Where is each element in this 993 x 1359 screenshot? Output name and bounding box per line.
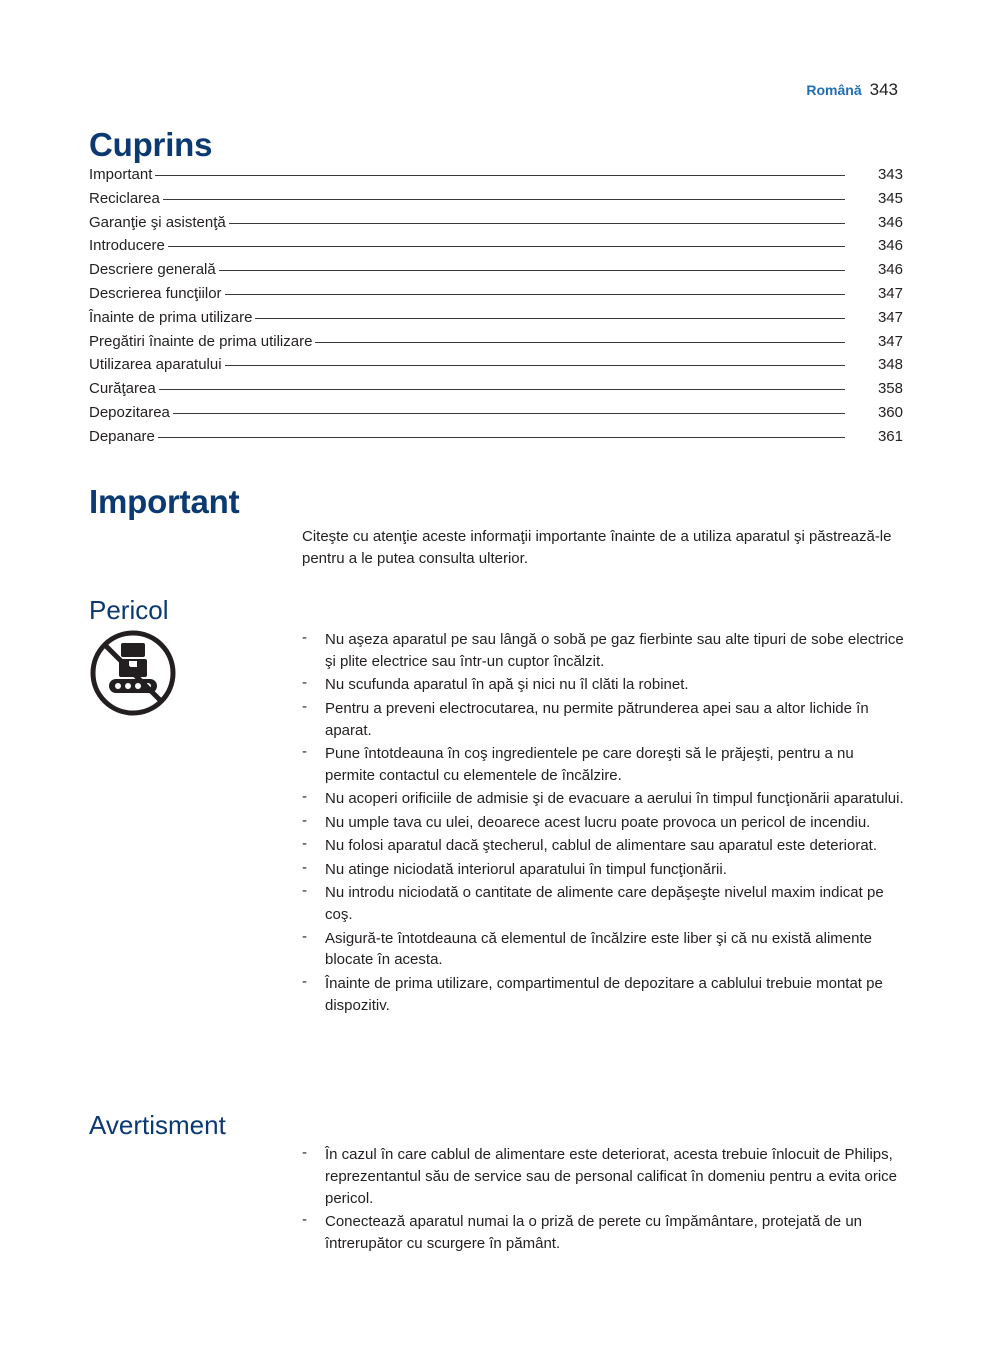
list-dash-marker: - bbox=[302, 811, 307, 829]
list-item-text: Nu scufunda aparatul în apă şi nici nu îl clăti la robinet. bbox=[325, 676, 689, 694]
toc-entry-title: Depozitarea bbox=[89, 403, 170, 421]
toc-entry-title: Reciclarea bbox=[89, 189, 160, 207]
toc-entry bbox=[89, 190, 903, 214]
toc-entry bbox=[89, 166, 903, 190]
list-dash-marker: - bbox=[302, 858, 307, 876]
toc-entry-page: 346 bbox=[877, 237, 903, 255]
toc-leader-line bbox=[255, 318, 845, 319]
toc-leader-line bbox=[219, 270, 845, 271]
toc-entry bbox=[89, 380, 903, 404]
toc-entry bbox=[89, 214, 903, 238]
list-item-text: Conectează aparatul numai la o priză de perete cu împământare, protejată de un întrerupător cu scurgere în pământ. bbox=[325, 1213, 862, 1252]
list-item bbox=[302, 812, 905, 834]
toc-leader-line bbox=[173, 413, 845, 414]
no-submerge-appliance-icon bbox=[89, 629, 177, 717]
list-dash-marker: - bbox=[302, 697, 307, 715]
toc-leader-line bbox=[159, 389, 845, 390]
page-header bbox=[806, 80, 898, 100]
list-item bbox=[302, 674, 905, 696]
avertisment-list bbox=[302, 1144, 905, 1256]
list-dash-marker: - bbox=[302, 788, 307, 806]
toc-leader-line bbox=[155, 175, 845, 176]
toc-entry-page: 360 bbox=[877, 403, 903, 421]
toc-entry-title: Utilizarea aparatului bbox=[89, 356, 222, 374]
toc-entry-title: Înainte de prima utilizare bbox=[89, 308, 253, 326]
toc-entry-page: 358 bbox=[877, 380, 903, 398]
toc-entry bbox=[89, 237, 903, 261]
list-item-text: Nu acoperi orificiile de admisie şi de evacuare a aerului în timpul funcţionării aparatului. bbox=[325, 790, 904, 808]
list-item bbox=[302, 1144, 905, 1209]
toc-leader-line bbox=[225, 294, 845, 295]
language-label: Română bbox=[806, 82, 862, 98]
toc-entry-title: Introducere bbox=[89, 237, 165, 255]
important-title: Important bbox=[89, 483, 240, 520]
list-item bbox=[302, 743, 905, 787]
list-item-text: Nu folosi aparatul dacă ştecherul, cablul de alimentare sau aparatul este deteriorat. bbox=[325, 837, 877, 855]
list-item bbox=[302, 973, 905, 1017]
toc-leader-line bbox=[163, 199, 845, 200]
toc-entry-title: Curăţarea bbox=[89, 380, 156, 398]
list-item-text: Pune întotdeauna în coş ingredientele pe care doreşti să le prăjeşti, pentru a nu permite contactul cu elementele de încălzire. bbox=[325, 745, 854, 784]
list-dash-marker: - bbox=[302, 629, 307, 646]
list-item bbox=[302, 835, 905, 857]
list-dash-marker: - bbox=[302, 882, 307, 900]
toc-leader-line bbox=[158, 437, 845, 438]
list-item bbox=[302, 1211, 905, 1255]
list-item bbox=[302, 629, 905, 673]
list-item-text: Nu aşeza aparatul pe sau lângă o sobă pe gaz fierbinte sau alte tipuri de sobe electrice şi plite electrice sau într-un cuptor încălzit. bbox=[325, 631, 904, 670]
toc-entry bbox=[89, 333, 903, 357]
list-dash-marker: - bbox=[302, 927, 307, 945]
toc-leader-line bbox=[315, 342, 845, 343]
list-dash-marker: - bbox=[302, 972, 307, 990]
toc-entry bbox=[89, 428, 903, 452]
toc-entry-page: 347 bbox=[877, 308, 903, 326]
list-item bbox=[302, 698, 905, 742]
toc-entry-page: 343 bbox=[877, 166, 903, 183]
list-item bbox=[302, 928, 905, 972]
list-item-text: Înainte de prima utilizare, compartimentul de depozitare a cablului trebuie montat pe dispozitiv. bbox=[325, 974, 883, 1014]
toc-entry-page: 361 bbox=[877, 427, 903, 445]
list-dash-marker: - bbox=[302, 674, 307, 692]
toc-title: Cuprins bbox=[89, 126, 213, 163]
toc-entry-title: Descrierea funcţiilor bbox=[89, 284, 222, 302]
page-number: 343 bbox=[869, 80, 898, 99]
toc-entry-title: Descriere generală bbox=[89, 261, 216, 279]
table-of-contents bbox=[89, 166, 903, 452]
toc-leader-line bbox=[229, 223, 845, 224]
toc-entry bbox=[89, 356, 903, 380]
toc-leader-line bbox=[168, 246, 845, 247]
list-dash-marker: - bbox=[302, 835, 307, 853]
toc-entry bbox=[89, 261, 903, 285]
list-dash-marker: - bbox=[302, 1211, 307, 1229]
pericol-title: Pericol bbox=[89, 595, 169, 625]
toc-entry-page: 346 bbox=[877, 261, 903, 279]
pericol-list bbox=[302, 629, 905, 1018]
avertisment-title: Avertisment bbox=[89, 1110, 226, 1140]
toc-leader-line bbox=[225, 365, 845, 366]
toc-entry-title: Important bbox=[89, 166, 153, 183]
list-item-text: Asigură-te întotdeauna că elementul de încălzire este liber şi că nu există alimente blocate în acesta. bbox=[325, 929, 872, 969]
important-intro: Citeşte cu atenţie aceste informaţii importante înainte de a utiliza aparatul şi păstrează-le pentru a le putea consulta ulterior. bbox=[302, 528, 892, 567]
list-item-text: Nu introdu niciodată o cantitate de alimente care depăşeşte nivelul maxim indicat pe coş. bbox=[325, 884, 884, 924]
toc-entry-page: 345 bbox=[877, 189, 903, 207]
toc-entry bbox=[89, 285, 903, 309]
list-dash-marker: - bbox=[302, 743, 307, 761]
list-item bbox=[302, 788, 905, 810]
toc-entry-page: 347 bbox=[877, 284, 903, 302]
list-item-text: Nu umple tava cu ulei, deoarece acest lucru poate provoca un pericol de incendiu. bbox=[325, 813, 871, 831]
list-dash-marker: - bbox=[302, 1144, 307, 1161]
toc-entry-title: Garanţie şi asistenţă bbox=[89, 213, 226, 231]
toc-entry-page: 348 bbox=[877, 356, 903, 374]
toc-entry-title: Pregătiri înainte de prima utilizare bbox=[89, 332, 313, 350]
toc-entry-title: Depanare bbox=[89, 427, 155, 445]
list-item bbox=[302, 859, 905, 881]
list-item-text: Pentru a preveni electrocutarea, nu permite pătrunderea apei sau a altor lichide în aparat. bbox=[325, 699, 869, 739]
toc-entry bbox=[89, 309, 903, 333]
toc-entry-page: 346 bbox=[877, 213, 903, 231]
list-item bbox=[302, 882, 905, 926]
list-item-text: Nu atinge niciodată interiorul aparatului în timpul funcţionării. bbox=[325, 860, 727, 878]
list-item-text: În cazul în care cablul de alimentare este deteriorat, acesta trebuie înlocuit de Philips, reprezentantul său de service sau de personal calificat în domeniu pentru a evita orice pericol. bbox=[325, 1146, 897, 1207]
toc-entry bbox=[89, 404, 903, 428]
toc-entry-page: 347 bbox=[877, 332, 903, 350]
